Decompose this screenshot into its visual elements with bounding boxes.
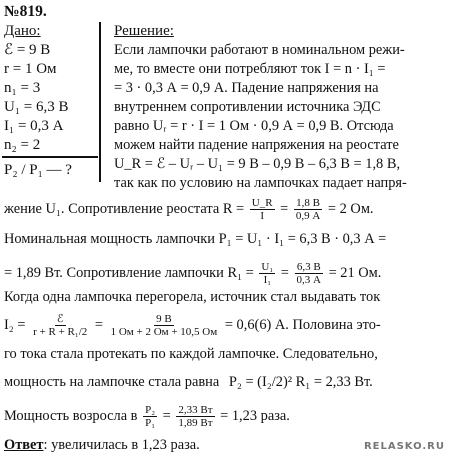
power-text: мощность на лампочке стала равна <box>4 374 220 390</box>
fraction-values-i2 <box>109 313 220 338</box>
ratio-text: Мощность возросла в <box>4 407 138 424</box>
given-i1: I₁ = 0,3 А <box>4 118 64 134</box>
frac-den: 0,3 А <box>296 274 321 287</box>
frac-num: 9 В <box>156 313 172 325</box>
solution-line-10: Номинальная мощность лампочки P₁ = U₁ · I₁ = 6,3 В · 0,3 А = <box>4 231 387 247</box>
fraction-u1-over-i1 <box>259 261 275 286</box>
problem-number: №819. <box>4 3 47 20</box>
frac-den: I <box>260 210 264 223</box>
frac-den: P₁ <box>145 417 156 430</box>
solution-line-15 <box>4 375 373 389</box>
fraction-ur-over-i <box>250 197 275 222</box>
frac-num: ℰ <box>56 313 64 325</box>
frac-den: 0,9 А <box>295 210 321 223</box>
frac-den: 1,89 Вт <box>178 417 213 430</box>
given-r: r = 1 Ом <box>4 61 57 77</box>
answer-text: : увеличилась в 1,23 раза. <box>43 437 200 453</box>
fraction-values-r <box>294 197 322 222</box>
frac-den: r + R + R₁/2 <box>33 326 88 339</box>
fraction-values-p <box>176 404 214 429</box>
given-n1: n₁ = 3 <box>4 80 41 96</box>
find-ratio: P₂ / P₁ — ? <box>4 162 72 178</box>
frac-num: 6,3 В <box>296 261 321 273</box>
rheostat-text: жение U₁. Сопротивление реостата R = <box>4 200 245 217</box>
fraction-values-r1 <box>295 261 323 286</box>
given-u1: U₁ = 6,3 В <box>4 99 69 115</box>
solution-line-6: можем найти падение напряжения на реостате <box>114 137 399 153</box>
solution-line-2: ме, то вместе они потребляют ток I = n · I₁ = <box>114 61 386 77</box>
solution-line-1: Если лампочки работают в номинальном режи- <box>114 42 405 58</box>
given-label: Дано: <box>4 23 41 39</box>
answer-label: Ответ <box>4 437 44 453</box>
frac-num: U_R <box>251 197 273 209</box>
solution-line-13: I₂ = $\frac{\text{ℰ}}{\text{r + R + R₁/2}}$ = $\frac{9 В}{1 Ом + 2 Ом + 10,5 Ом}$ = 0,6(6) А. Половина это- <box>4 313 381 339</box>
frac-num: U₁ <box>261 261 274 273</box>
ratio-result: = 1,23 раза. <box>220 407 290 424</box>
frac-den: I₁ <box>263 274 272 287</box>
frac-num: 1,8 В <box>296 197 320 209</box>
frac-den: 1 Ом + 2 Ом + 10,5 Ом <box>110 326 218 339</box>
solution-line-8: так как по условию на лампочках падает напря- <box>114 175 407 191</box>
lamp-resistance-text: = 1,89 Вт. Сопротивление лампочки R₁ = <box>4 264 254 281</box>
given-divider <box>2 156 98 158</box>
solution-line-4: внутреннем сопротивлении источника ЭДС <box>114 99 381 115</box>
fraction-p2-over-p1 <box>143 404 157 429</box>
rheostat-result: = 2 Ом. <box>327 200 374 217</box>
solution-line-16: Мощность возросла в $\frac{\text{P₂}}{\text{P₁}}$ = $\frac{2,33 Вт}{1,89 Вт}$ = 1,23 раза. <box>4 404 290 430</box>
frac-num: 2,33 Вт <box>178 404 213 416</box>
i2-result: = 0,6(6) А. Половина это- <box>224 316 381 333</box>
solution-label: Решение: <box>114 23 174 39</box>
solution-line-5: равно Uᵣ = r · I = 1 Ом · 0,9 А = 0,9 В. Отсюда <box>114 118 394 134</box>
solution-line-14: го тока стала протекать по каждой лампочке. Следовательно, <box>4 346 378 362</box>
given-emf: ℰ = 9 В <box>4 42 51 58</box>
solution-line-9: жение U₁. Сопротивление реостата R = $\frac{U\_R}{I}$ = $\frac{1,8 В}{0,9 А}$ = 2 Ом. <box>4 197 374 223</box>
answer-line <box>4 438 200 452</box>
solution-line-7: U_R = ℰ – Uᵣ – U₁ = 9 В – 0,9 В – 6,3 В = 1,8 В, <box>114 156 401 172</box>
given-n2: n₂ = 2 <box>4 137 41 153</box>
solution-line-11: = 1,89 Вт. Сопротивление лампочки R₁ = $\frac{\text{U₁}}{\text{I₁}}$ = $\frac{6,3 В}{0,3 А}$ = 21 Ом. <box>4 261 382 287</box>
fraction-emf-over-sum <box>31 313 89 338</box>
p2-expression: P₂ = (I₂/2)² R₁ = 2,33 Вт. <box>228 374 373 390</box>
frac-num: P₂ <box>145 404 156 416</box>
vertical-divider <box>99 22 101 182</box>
lamp-resistance-result: = 21 Ом. <box>328 264 382 281</box>
i2-lhs: I₂ = <box>4 316 26 333</box>
solution-line-12: Когда одна лампочка перегорела, источник стал выдавать ток <box>4 289 381 305</box>
watermark: RELASKO.RU <box>363 441 445 452</box>
solution-line-3: = 3 · 0,3 А = 0,9 А. Падение напряжения на <box>114 80 379 96</box>
